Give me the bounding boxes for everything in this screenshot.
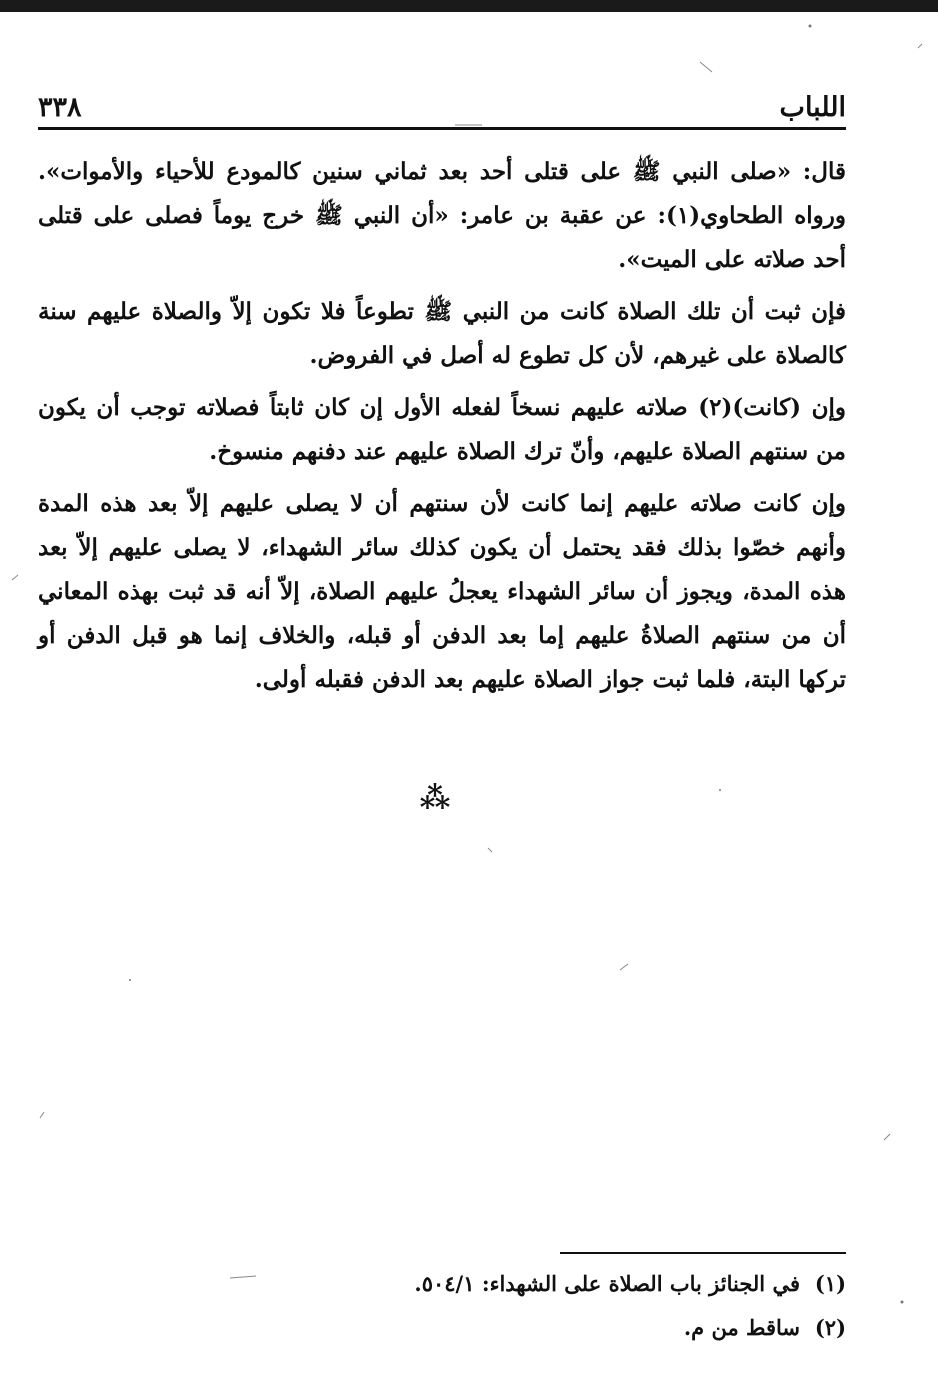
footnote-number: (١) — [814, 1271, 846, 1296]
footnote-text: ساقط من م. — [683, 1315, 800, 1340]
footnotes — [38, 1262, 846, 1350]
paragraph-1: قال: «صلى النبي ﷺ على قتلى أحد بعد ثماني سنين كالمودع للأحياء والأموات». ورواه الطحاوي(١): عن عقبة بن عامر: «أن النبي ﷺ خرج يوماً فصلى على قتلى أحد صلاته على الميت». — [38, 158, 846, 273]
top-border-rule — [0, 0, 938, 12]
footnote-1 — [38, 1262, 846, 1306]
page-header — [38, 88, 846, 130]
footnote-text: في الجنائز باب الصلاة على الشهداء: ٥٠٤/١. — [414, 1271, 800, 1296]
section-separator-asterisks: ⁂ — [419, 781, 451, 816]
paragraph-3: وإن (كانت)(٢) صلاته عليهم نسخاً لفعله الأول إن كان ثابتاً فصلاته توجب أن يكون من سنتهم الصلاة عليهم، وأنّ ترك الصلاة عليهم عند دفنهم منسوخ. — [38, 394, 846, 465]
footnote-number: (٢) — [814, 1315, 846, 1340]
running-title: اللباب — [779, 92, 846, 123]
page-number: ٣٣٨ — [38, 92, 82, 123]
footnote-rule — [560, 1252, 846, 1254]
paragraph-2: فإن ثبت أن تلك الصلاة كانت من النبي ﷺ تطوعاً فلا تكون إلاّ والصلاة عليهم سنة كالصلاة على غيرهم، لأن كل تطوع له أصل في الفروض. — [38, 298, 846, 369]
paragraph-4: وإن كانت صلاته عليهم إنما كانت لأن سنتهم أن لا يصلى عليهم إلاّ بعد هذه المدة وأنهم خصّوا بذلك فقد يحتمل أن يكون كذلك سائر الشهداء، لا يصلى عليهم إلاّ بعد هذه المدة، ويجوز أن سائر الشهداء يعجلُ عليهم الصلاة، إلاّ أنه قد ثبت بهذه المعاني أن من سنتهم الصلاةُ عليهم إما بعد الدفن أو قبله، والخلاف إنما هو قبل الدفن أو تركها البتة، فلما ثبت جواز الصلاة عليهم بعد الدفن فقبله أولى. — [38, 490, 846, 693]
main-text — [38, 150, 846, 710]
footnote-2 — [38, 1306, 846, 1350]
